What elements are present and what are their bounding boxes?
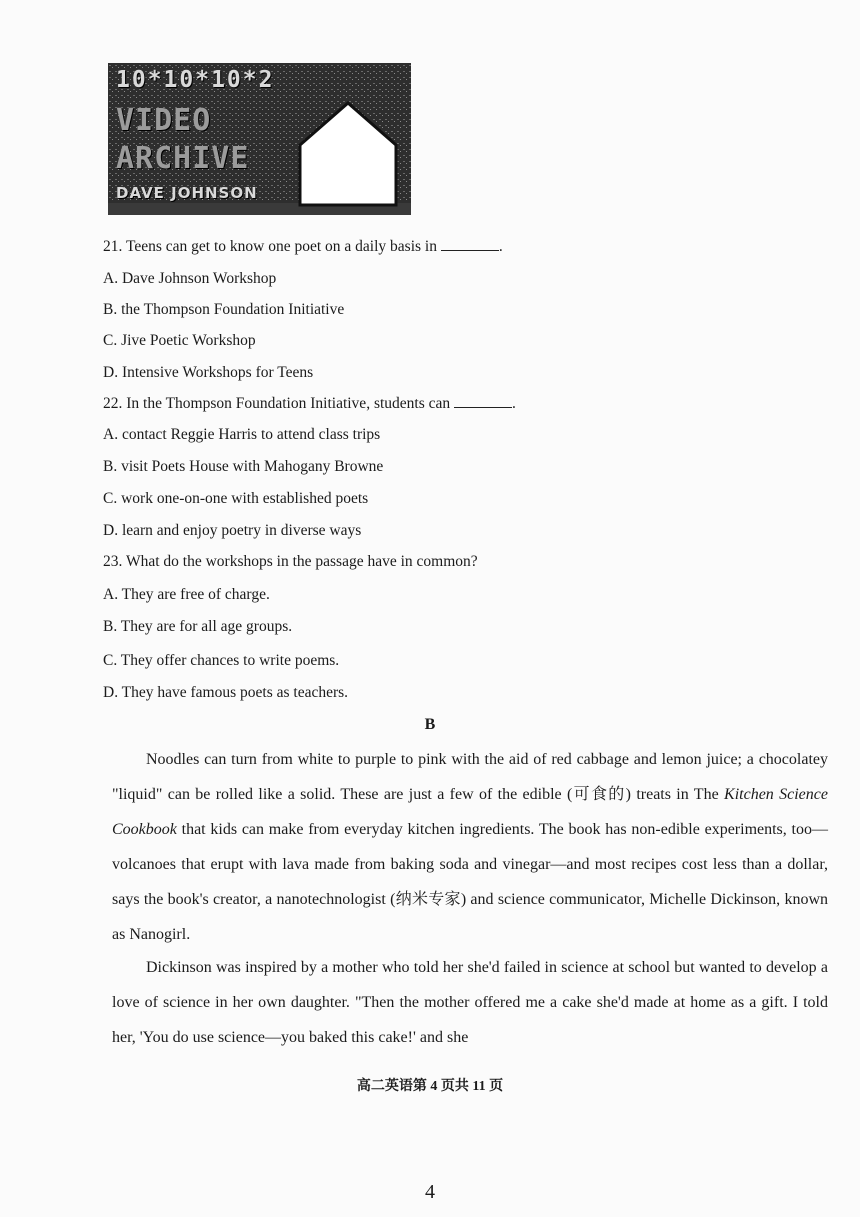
video-archive-logo <box>108 63 411 215</box>
question-23-stem: 23. What do the workshops in the passage have in common? <box>103 553 478 570</box>
house-icon <box>298 101 398 207</box>
question-21-stem: 21. Teens can get to know one poet on a daily basis in . <box>103 238 503 255</box>
question-22-stem: 22. In the Thompson Foundation Initiative, students can . <box>103 395 516 412</box>
passage-paragraph-1: Noodles can turn from white to purple to pink with the aid of red cabbage and lemon juice; a chocolatey "liquid" can be rolled like a solid. These are just a few of the edible (可食的) treats in The Kitchen Science Cookbook that kids can make from everyday kitchen ingredients. The book has non-edible experiments, too—volcanoes that erupt with lava made from baking soda and vinegar—and most recipes cost less than a dollar, says the book's creator, a nanotechnologist (纳米专家) and science communicator, Michelle Dickinson, known as Nanogirl. <box>112 751 828 943</box>
question-21-option-d: D. Intensive Workshops for Teens <box>103 364 314 381</box>
question-21-option-a: A. Dave Johnson Workshop <box>103 270 277 287</box>
section-heading: B <box>424 716 436 733</box>
logo-line-1: 10*10*10*2 <box>116 67 275 93</box>
book-title: Kitchen Science Cookbook <box>112 786 828 838</box>
page-number: 4 <box>425 1181 435 1203</box>
question-21-option-c: C. Jive Poetic Workshop <box>103 332 256 349</box>
question-22-option-d: D. learn and enjoy poetry in diverse ways <box>103 522 362 539</box>
question-21-option-b: B. the Thompson Foundation Initiative <box>103 301 345 318</box>
question-22-option-c: C. work one-on-one with established poets <box>103 490 369 507</box>
question-23-option-d: D. They have famous poets as teachers. <box>103 684 349 701</box>
question-23-option-b: B. They are for all age groups. <box>103 618 293 635</box>
logo-line-4: DAVE JOHNSON <box>116 184 258 202</box>
question-22-option-a: A. contact Reggie Harris to attend class trips <box>103 426 381 443</box>
question-22-option-b: B. visit Poets House with Mahogany Browne <box>103 458 384 475</box>
page-footer: 高二英语第 4 页共 11 页 <box>356 1079 504 1094</box>
logo-line-3: ARCHIVE <box>116 141 250 176</box>
question-23-option-c: C. They offer chances to write poems. <box>103 652 340 669</box>
question-23-option-a: A. They are free of charge. <box>103 586 270 603</box>
logo-line-2: VIDEO <box>116 103 212 138</box>
passage-paragraph-2: Dickinson was inspired by a mother who told her she'd failed in science at school but wanted to develop a love of science in her own daughter. "Then the mother offered me a cake she'd made at home as a gift. I told her, 'You do use science—you baked this cake!' and she <box>112 959 828 1046</box>
